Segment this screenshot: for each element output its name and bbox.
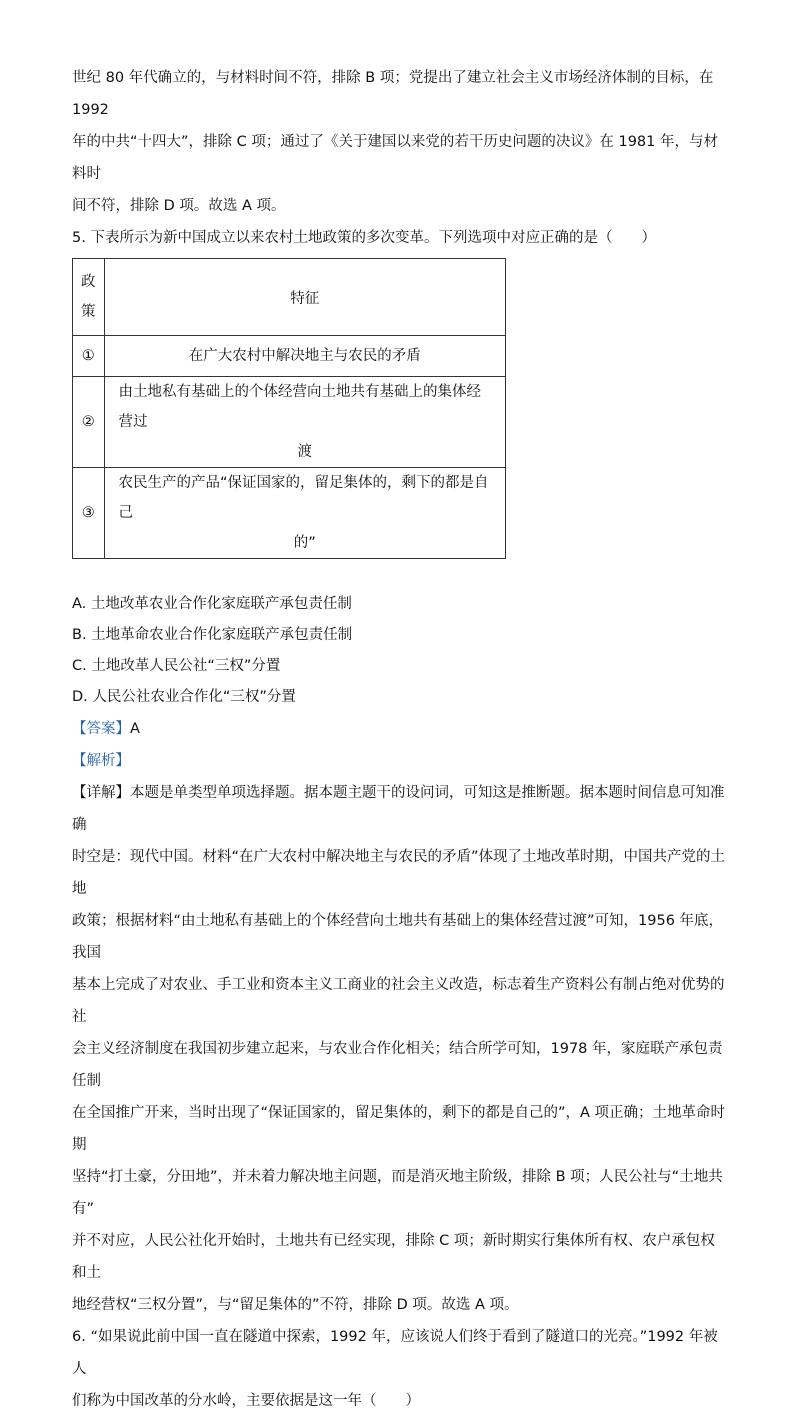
answer-line xyxy=(72,713,727,745)
row-feature xyxy=(104,468,506,559)
table-row xyxy=(73,377,506,468)
text-line: 坚持“打土豪，分田地”，并未着力解决地主问题，而是消灭地主阶级，排除 B 项；人民公社与“土地共有” xyxy=(72,1169,723,1217)
text-line: 基本上完成了对农业、手工业和资本主义工商业的社会主义改造，标志着生产资料公有制占绝对优势的社 xyxy=(72,977,725,1025)
option-b: B. 土地革命农业合作化家庭联产承包责任制 xyxy=(72,627,353,643)
text-line: 时空是：现代中国。材料“在广大农村中解决地主与农民的矛盾”体现了土地改革时期，中国共产党的土地 xyxy=(72,849,726,897)
text-line xyxy=(72,777,727,841)
question-5-stem: 5. 下表所示为新中国成立以来农村土地政策的多次变革。下列选项中对应正确的是（ ） xyxy=(72,230,656,246)
option-a: A. 土地改革农业合作化家庭联产承包责任制 xyxy=(72,596,352,612)
text-line: 间不符，排除 D 项。故选 A 项。 xyxy=(72,198,286,214)
policy-table xyxy=(72,258,506,559)
analysis-tag: 【解析】 xyxy=(72,753,130,769)
table-row xyxy=(73,336,506,377)
option-c: C. 土地改革人民公社“三权”分置 xyxy=(72,658,281,674)
text-line: 世纪 80 年代确立的，与材料时间不符，排除 B 项；党提出了建立社会主义市场经济体制的目标，在 1992 xyxy=(72,70,714,118)
detail-tag: 【详解】 xyxy=(72,785,130,801)
header-policy-cell xyxy=(73,259,105,336)
row-number: ① xyxy=(73,336,105,377)
text-line: 会主义经济制度在我国初步建立起来，与农业合作化相关；结合所学可知，1978 年，家庭联产承包责任制 xyxy=(72,1041,723,1089)
detail-text: 本题是单类型单项选择题。据本题主题干的设问词，可知这是推断题。据本题时间信息可知准确 xyxy=(72,785,725,833)
feature-line: 在广大农村中解决地主与农民的矛盾 xyxy=(188,348,421,364)
header-char: 政 xyxy=(81,274,96,290)
header-feature-cell: 特征 xyxy=(104,259,506,336)
text-line: 在全国推广开来，当时出现了“保证国家的，留足集体的，剩下的都是自己的”，A 项正确；土地革命时期 xyxy=(72,1105,726,1153)
text-line: 并不对应，人民公社化开始时，土地共有已经实现，排除 C 项；新时期实行集体所有权、农户承包权和土 xyxy=(72,1233,715,1281)
text-line: 政策；根据材料“由土地私有基础上的个体经营向土地共有基础上的集体经营过渡”可知，1956 年底，我国 xyxy=(72,913,724,961)
feature-line: 渡 xyxy=(297,444,312,460)
row-feature xyxy=(104,377,506,468)
feature-line: 的” xyxy=(293,535,316,551)
table-header-row xyxy=(73,259,506,336)
intro-paragraph xyxy=(72,62,727,222)
text-line: 6. “如果说此前中国一直在隧道中探索，1992 年，应该说人们终于看到了隧道口的光亮。”1992 年被人 xyxy=(72,1329,718,1377)
option-d: D. 人民公社农业合作化“三权”分置 xyxy=(72,689,296,705)
answer-value: A xyxy=(130,721,140,737)
text-line: 们称为中国改革的分水岭，主要依据是这一年（ ） xyxy=(72,1393,420,1409)
row-feature xyxy=(104,336,506,377)
analysis-line xyxy=(72,745,727,777)
question-6 xyxy=(72,1321,727,1417)
feature-line: 农民生产的产品“保证国家的，留足集体的，剩下的都是自己 xyxy=(118,475,489,521)
row-number: ② xyxy=(73,377,105,468)
detail-paragraph xyxy=(72,777,727,1321)
text-line: 地经营权“三权分置”，与“留足集体的”不符，排除 D 项。故选 A 项。 xyxy=(72,1297,519,1313)
table-row xyxy=(73,468,506,559)
text-line: 年的中共“十四大”，排除 C 项；通过了《关于建国以来党的若干历史问题的决议》在 1981 年，与材料时 xyxy=(72,134,718,182)
document-page xyxy=(72,62,727,1417)
row-number: ③ xyxy=(73,468,105,559)
header-char: 策 xyxy=(81,304,96,320)
feature-line: 由土地私有基础上的个体经营向土地共有基础上的集体经营过 xyxy=(118,384,481,430)
answer-options xyxy=(72,589,727,713)
answer-tag: 【答案】 xyxy=(72,721,130,737)
